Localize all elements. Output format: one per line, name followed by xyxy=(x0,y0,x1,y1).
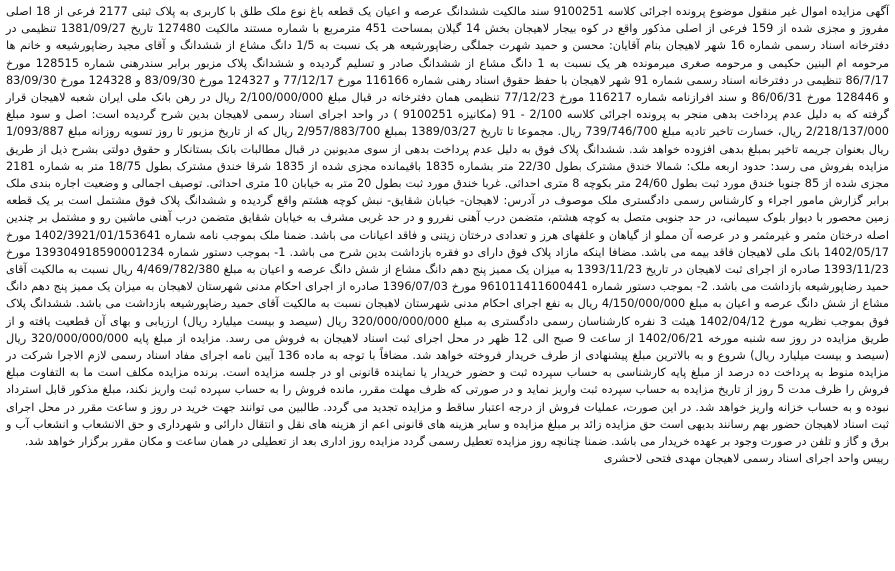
notice-body: آگهی مزایده اموال غیر منقول موضوع پرونده اجرائی کلاسه 9100251 سند مالکیت ششدانگ عرصه و اعیان یک قطعه باغ نوع ملک طلق با کاربری به پلاک ثبتی 2177 فرعی از 18 اصلی مفروز و مجزی شده از 159 فرعی از اصلی مذکور واقع در کوه بیجار لاهیجان بخش 14 گیلان بمساحت 451 مترمربع با شماره مستند مالکیت 127480 تاریخ 1381/09/27 تنظیمی در دفترخانه اسناد رسمی شماره 16 شهر لاهیجان بنام آقایان: محسن و حمید شهرت جملگی رضاپورشیعه هر یک نسبت به 1/5 دانگ مشاع از ششدانگ و آقای مجید رضاپورشیعه و خانم ها مرحومه ام البنین حکیمی و مرحومه صغری میرمونده هر یک نسبت به 1 دانگ مشاع از ششدانگ صادر و تسلیم گردیده و ششدانگ پلاک مزبور برابر سندرهنی شماره 128515 مورخ 86/7/17 تنظیمی در دفترخانه اسناد رسمی شماره 91 شهر لاهیجان با حفظ حقوق اسناد رهنی شماره 116166 مورخ 77/12/17 و 124327 مورخ 83/09/30 و 124328 مورخ 83/09/30 و 128446 مورخ 86/06/31 و سند افرازنامه شماره 116217 مورخ 77/12/23 تنظیمی همان دفترخانه در قبال مبلغ 2/100/000/000 ریال در رهن بانک ملی ایران شعبه لاهیجان قرار گرفته که به دلیل عدم پرداخت بدهی منجر به پرونده اجرائی کلاسه 2/100 - 91 (مکانیزه 9100251 ) در واحد اجرای اسناد رسمی لاهیجان بدین شرح گردیده است: اصل و سود مبلغ 2/218/137/000 ریال، خسارت تاخیر تادیه مبلغ 739/746/700 ریال. مجموعا تا تاریخ 1389/03/27 بمبلغ 2/957/883/700 ریال که از تاریخ مزبور تا روز تسویه روزانه مبلغ 1/093/887 ریال بعنوان جریمه تاخیر بمبلغ بدهی افزوده خواهد شد. ششدانگ پلاک فوق به دلیل عدم پرداخت بدهی از سوی مدیونین در قبال مطالبات بانک بستانکار و حقوق دولتی بشرح ذیل از طریق مزایده بفروش می رسد: حدود اربعه ملک: شمالا خندق مشترک بطول 22/30 متر بشماره 1835 باقیمانده مجزی شده از 1835 شرقا خندق مشترک بطول 18/75 متر به شماره 2181 مجزی شده از 85 جنوبا خندق مورد ثبت بطول 24/60 متر بکوچه 8 متری احداثی. غربا خندق مورد ثبت بطول 20 متر به خیابان 10 متری احداثی. توصیف اجمالی و وضعیت اجاره بندی ملک برابر گزارش مامور اجراء و کارشناس رسمی دادگستری ملک موصوف در آدرس: لاهیجان- خیابان شقایق- نبش کوچه هشتم واقع گردیده و ششدانگ پلاک فوق مشتمل است بر یک قطعه زمین محصور با دیوار بلوک سیمانی، در حد جنوبی متصل به کوچه هشتم، متضمن درب آهنی نفررو و در حد غربی مشرف به خیابان شقایق متضمن درب آهنی ماشین رو و مشتمل بر چندین اصله درختان مثمر و غیرمثمر و در عرصه آن مملو از گیاهان و علفهای هرز و تعدادی درختان زیتنی و فاقد اعیانات می باشد. ضمنا ملک بموجب نامه شماره 1402/3921/01/153641 مورخ 1402/05/17 بانک ملی لاهیجان فاقد بیمه می باشد. مضافا اینکه مازاد پلاک فوق دارای دو فقره بازداشت بدین شرح می باشد. 1- بموجب دستور شماره 139304918590001234 مورخ 1393/11/23 صادره از اجرای ثبت لاهیجان در تاریخ 1393/11/23 به میزان یک ممیز پنج دهم دانگ مشاع از شش دانگ عرصه و اعیان به مبلغ 4/469/782/380 ریال نسبت به مالکیت آقای حمید رضاپورشیعه بازداشت می باشد. 2- بموجب دستور شماره 961011411600441 مورخ 1396/07/03 صادره از اجرای احکام مدنی شهرستان لاهیجان به میزان یک ممیز پنج دهم دانگ مشاع از شش دانگ عرصه و اعیان به مبلغ 4/150/000/000 ریال به نفع اجرای احکام مدنی شهرستان لاهیجان نسبت به مالکیت آقای حمید رضاپورشیعه بازداشت می باشد. ششدانگ پلاک فوق بموجب نظریه مورخ 1402/04/12 هیئت 3 نفره کارشناسان رسمی دادگستری به مبلغ 320/000/000/000 ریال (سیصد و بیست میلیارد ریال) ارزیابی و بهای آن قطعیت یافته و از طریق مزایده در روز سه شنبه مورخه 1402/06/21 از ساعت 9 صبح الی 12 ظهر در محل اجرای ثبت اسناد لاهیجان به فروش می رسد. مزایده از مبلغ پایه 320/000/000/000 ریال (سیصد و بیست میلیارد ریال) شروع و به بالاترین مبلغ پیشنهادی از طرف خریدار فروخته خواهد شد. مضافاً با توجه به ماده 136 آیین نامه اجرای مفاد اسناد رسمی لازم الاجرا شرکت در مزایده منوط به پرداخت ده درصد از مبلغ پایه کارشناسی به حساب سپرده ثبت و حضور خریدار یا نماینده قانونی او در جلسه مزایده است. برنده مزایده مکلف است ما به التفاوت مبلغ فروش را ظرف مدت 5 روز از تاریخ مزایده به حساب سپرده ثبت واریز نماید و در صورتی که ظرف مهلت مقرر، مانده فروش را به حساب سپرده ثبت واریز نکند، مبلغ مذکور قابل استرداد نبوده و به حساب خزانه واریز خواهد شد. در این صورت، عملیات فروش از درجه اعتبار ساقط و مزایده تجدید می گردد. طالبین می توانند جهت خرید در روز و ساعت مقرر در محل اجرای ثبت اسناد لاهیجان حضور بهم رسانند بدیهی است حق مزایده زائد بر مبلغ مزایده و سایر هزینه های قانونی اعم از هزینه های نقل و انتقال دارائی و شهرداری و حق الانشعاب و انشعاب آب و برق و گاز و تلفن در صورت وجود بر عهده خریدار می باشد. ضمنا چنانچه روز مزایده تعطیل رسمی گردد مزایده روز اداری بعد از تعطیلی در همان ساعت و مکان مقرر برگزار خواهد شد. xyxy=(6,5,890,449)
notice-signature: رییس واحد اجرای اسناد رسمی لاهیجان مهدی فتحی لاحشری xyxy=(603,452,889,466)
